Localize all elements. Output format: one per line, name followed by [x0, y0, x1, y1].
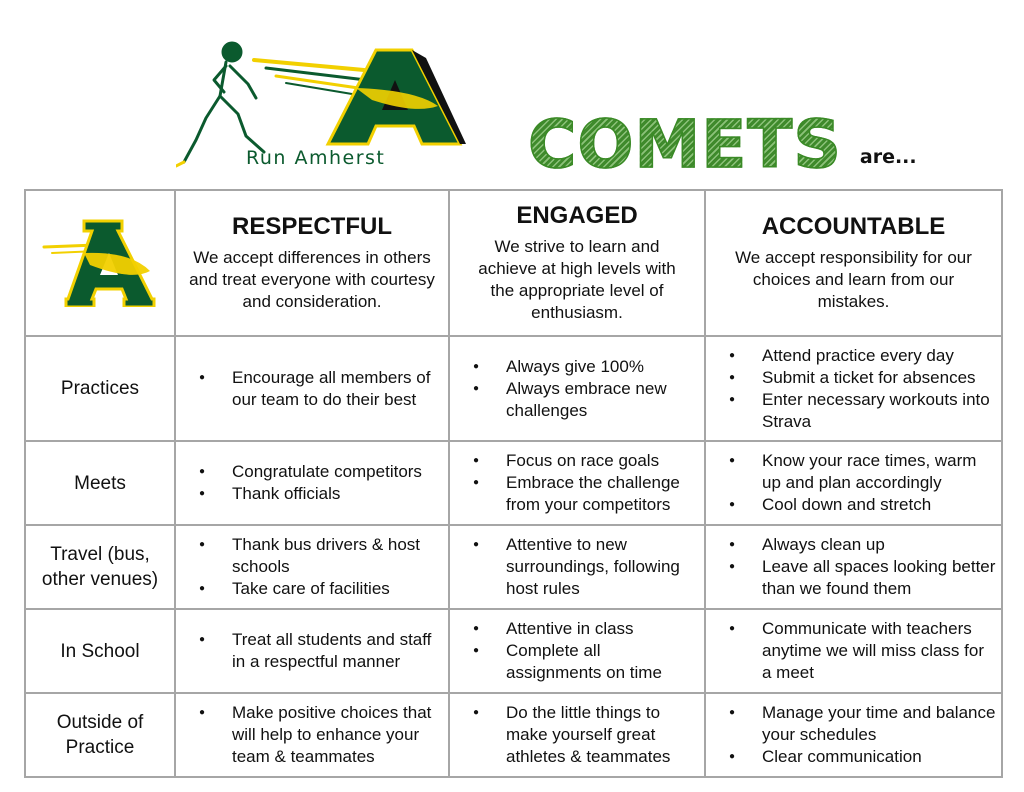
list-item: ● Embrace the challenge from your competitors [506, 472, 700, 516]
cell-respectful [175, 525, 449, 609]
column-title: ACCOUNTABLE [761, 213, 946, 240]
list-item: ● Submit a ticket for absences [762, 367, 997, 389]
table-row [25, 441, 1002, 525]
table-row [25, 525, 1002, 609]
cell-accountable [705, 441, 1002, 525]
comets-title: COMETS [528, 106, 842, 183]
cell-engaged [449, 441, 705, 525]
row-label: Practices [25, 336, 175, 441]
cell-accountable [705, 609, 1002, 693]
header-accountable [705, 190, 1002, 336]
svg-text:Run Amherst: Run Amherst [246, 147, 386, 169]
list-item: ● Know your race times, warm up and plan accordingly [762, 450, 997, 494]
list-item: ● Take care of facilities [232, 578, 444, 600]
values-table [24, 189, 1003, 778]
column-description: We accept differences in others and treat everyone with courtesy and consideration. [189, 248, 435, 311]
comets-suffix: are... [859, 146, 917, 168]
column-title: ENGAGED [516, 202, 638, 229]
list-item: ● Enter necessary workouts into Strava [762, 389, 997, 433]
list-item: ● Communicate with teachers anytime we will miss class for a meet [762, 618, 997, 684]
logo-cell [25, 190, 175, 336]
list-item: ● Always give 100% [506, 356, 700, 378]
cell-engaged [449, 693, 705, 777]
list-item: ● Encourage all members of our team to do their best [232, 367, 444, 411]
table-row [25, 336, 1002, 441]
list-item: ● Attentive to new surroundings, following host rules [506, 534, 700, 600]
list-item: ● Treat all students and staff in a respectful manner [232, 629, 444, 673]
cell-accountable [705, 336, 1002, 441]
list-item: ● Clear communication [762, 746, 997, 768]
row-label: Meets [25, 441, 175, 525]
list-item: ● Always clean up [762, 534, 997, 556]
cell-respectful [175, 441, 449, 525]
list-item: ● Attentive in class [506, 618, 700, 640]
letter-a-icon [328, 50, 466, 144]
list-item: ● Focus on race goals [506, 450, 700, 472]
list-item: ● Complete all assignments on time [506, 640, 700, 684]
cell-engaged [449, 609, 705, 693]
cell-engaged [449, 336, 705, 441]
header-respectful [175, 190, 449, 336]
column-description: We accept responsibility for our choices and learn from our mistakes. [735, 248, 972, 311]
cell-engaged [449, 525, 705, 609]
list-item: ● Attend practice every day [762, 345, 997, 367]
list-item: ● Leave all spaces looking better than we found them [762, 556, 997, 600]
table-row [25, 693, 1002, 777]
list-item: ● Congratulate competitors [232, 461, 444, 483]
list-item: ● Manage your time and balance your schedules [762, 702, 997, 746]
comets-heading [528, 100, 917, 183]
list-item: ● Always embrace new challenges [506, 378, 700, 422]
list-item: ● Thank officials [232, 483, 444, 505]
cell-respectful [175, 336, 449, 441]
run-amherst-logo [176, 36, 466, 174]
header-engaged [449, 190, 705, 336]
row-label: Travel (bus, other venues) [25, 525, 175, 609]
list-item: ● Cool down and stretch [762, 494, 997, 516]
column-description: We strive to learn and achieve at high levels with the appropriate level of enthusiasm. [478, 237, 676, 322]
header-row [25, 190, 1002, 336]
amherst-a-logo-icon [40, 215, 160, 307]
row-label: Outside of Practice [25, 693, 175, 777]
row-label: In School [25, 609, 175, 693]
table-row [25, 609, 1002, 693]
cell-accountable [705, 693, 1002, 777]
cell-respectful [175, 609, 449, 693]
cell-respectful [175, 693, 449, 777]
column-title: RESPECTFUL [231, 213, 392, 240]
list-item: ● Do the little things to make yourself great athletes & teammates [506, 702, 700, 768]
list-item: ● Thank bus drivers & host schools [232, 534, 444, 578]
cell-accountable [705, 525, 1002, 609]
list-item: ● Make positive choices that will help to enhance your team & teammates [232, 702, 444, 768]
